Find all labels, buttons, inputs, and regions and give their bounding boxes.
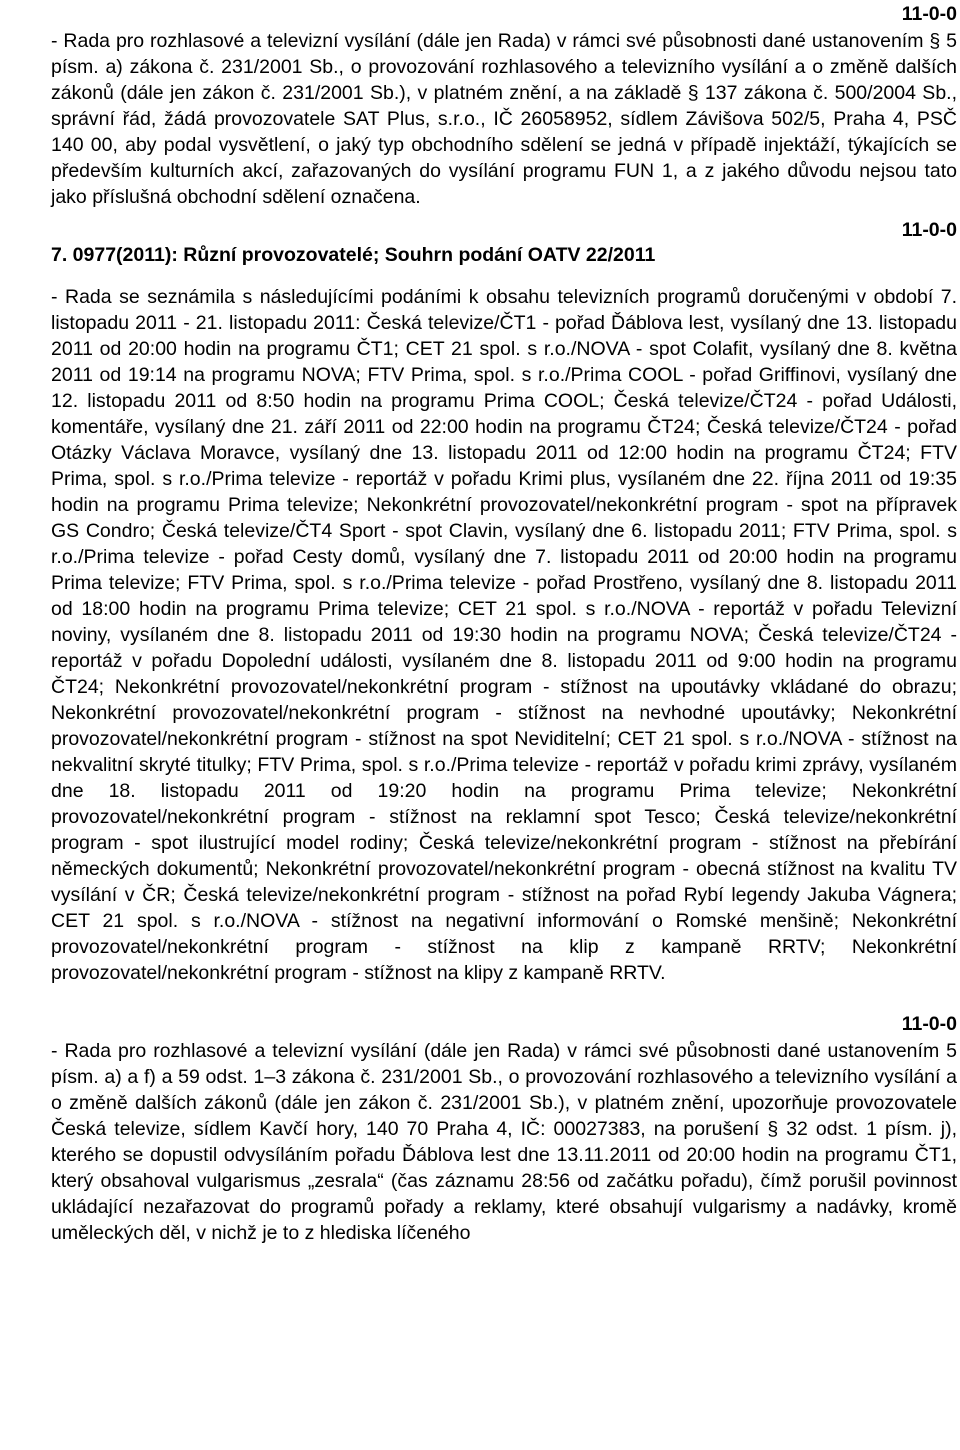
vote-result: 11-0-0 [901, 3, 957, 25]
resolution-paragraph: - Rada pro rozhlasové a televizní vysílání (dále jen Rada) v rámci své působnosti dané ustanovením 5 písm. a) a f) a 59 odst. 1–3 zákona č. 231/2001 Sb., o provozování rozhlasového a televizního vysílání a o změně dalších zákonů (dále jen zákon č. 231/2001 Sb.), v platném znění, upozorňuje provozovatele Česká televize, sídlem Kavčí hory, 140 70 Praha 4, IČ: 00027383, na porušení § 32 odst. 1 písm. j), kterého se dopustil odvysíláním pořadu Ďáblova lest dne 13.11.2011 od 20:00 hodin na programu ČT1, který obsahoval vulgarismus „zesrala“ (čas záznamu 28:56 od začátku pořadu), čímž porušil povinnost ukládající nezařazovat do programů pořady a reklamy, které obsahují vulgarismy a nadávky, kromě uměleckých děl, v nichž je to z hlediska líčeného [51, 1040, 957, 1244]
resolution-paragraph: - Rada pro rozhlasové a televizní vysílání (dále jen Rada) v rámci své působnosti dané ustanovením § 5 písm. a) zákona č. 231/2001 Sb., o provozování rozhlasového a televizního vysílání a o změně dalších zákonů (dále jen zákon č. 231/2001 Sb.), v platném znění, a na základě § 137 zákona č. 500/2004 Sb., správní řád, žádá provozovatele SAT Plus, s.r.o., IČ 26058952, sídlem Závišova 502/5, Praha 4, PSČ 140 00, aby podal vysvětlení, o jaký typ obchodního sdělení se jedná v případě injektáží, týkajících se především kulturních akcí, zařazovaných do vysílání programu FUN 1, a z jakého důvodu nejsou tato jako příslušná obchodní sdělení označena. [51, 30, 957, 208]
submissions-paragraph: - Rada se seznámila s následujícími podáními k obsahu televizních programů doručenými v období 7. listopadu 2011 - 21. listopadu 2011: Česká televize/ČT1 - pořad Ďáblova lest, vysílaný dne 13. listopadu 2011 od 20:00 hodin na programu ČT1; CET 21 spol. s r.o./NOVA - spot Colafit, vysílaný dne 8. května 2011 od 19:14 na programu NOVA; FTV Prima, spol. s r.o./Prima COOL - pořad Griffinovi, vysílaný dne 12. listopadu 2011 od 8:50 hodin na programu Prima COOL; Česká televize/ČT24 - pořad Události, komentáře, vysílaný dne 21. září 2011 od 22:00 hodin na programu ČT24; Česká televize/ČT24 - pořad Otázky Václava Moravce, vysílaný dne 13. listopadu 2011 od 12:00 hodin na programu ČT24; FTV Prima, spol. s r.o./Prima televize - reportáž v pořadu Krimi plus, vysílaném dne 22. října 2011 od 19:35 hodin na programu Prima televize; Nekonkrétní provozovatel/nekonkrétní program - spot na přípravek GS Condro; Česká televize/ČT4 Sport - spot Clavin, vysílaný dne 6. listopadu 2011; FTV Prima, spol. s r.o./Prima televize - pořad Cesty domů, vysílaný dne 7. listopadu 2011 od 20:00 hodin na programu Prima televize; FTV Prima, spol. s r.o./Prima televize - pořad Prostřeno, vysílaný dne 8. listopadu 2011 od 18:00 hodin na programu Prima televize; CET 21 spol. s r.o./NOVA - reportáž v pořadu Televizní noviny, vysílaném dne 8. listopadu 2011 od 19:30 hodin na programu NOVA; Česká televize/ČT24 - reportáž v pořadu Dopolední události, vysílaném dne 8. listopadu 2011 od 9:00 hodin na programu ČT24; Nekonkrétní provozovatel/nekonkrétní program - stížnost na upoutávky vkládané do obrazu; Nekonkrétní provozovatel/nekonkrétní program - stížnost na nevhodné upoutávky; Nekonkrétní provozovatel/nekonkrétní program - stížnost na spot Neviditelní; CET 21 spol. s r.o./NOVA - stížnost na nekvalitní skryté titulky; FTV Prima, spol. s r.o./Prima televize - reportáž v pořadu krimi zprávy, vysílaném dne 18. listopadu 2011 od 19:20 hodin na programu Prima televize; Nekonkrétní provozovatel/nekonkrétní program - stížnost na reklamní spot Tesco; Česká televize/nekonkrétní program - spot ilustrující model rodiny; Česká televize/nekonkrétní program - stížnost na přebírání německých dokumentů; Nekonkrétní provozovatel/nekonkrétní program - obecná stížnost na kvalitu TV vysílání v ČR; Česká televize/nekonkrétní program - stížnost na pořad Rybí legendy Jakuba Vágnera; CET 21 spol. s r.o./NOVA - stížnost na negativní informování o Romské menšině; Nekonkrétní provozovatel/nekonkrétní program - stížnost na klip z kampaně RRTV; Nekonkrétní provozovatel/nekonkrétní program - stížnost na klipy z kampaně RRTV. [51, 286, 957, 984]
vote-result: 11-0-0 [901, 1013, 957, 1035]
vote-result: 11-0-0 [901, 219, 957, 241]
document-page [51, 0, 957, 1246]
section-heading: 7. 0977(2011): Různí provozovatelé; Souhrn podání OATV 22/2011 [51, 244, 656, 266]
